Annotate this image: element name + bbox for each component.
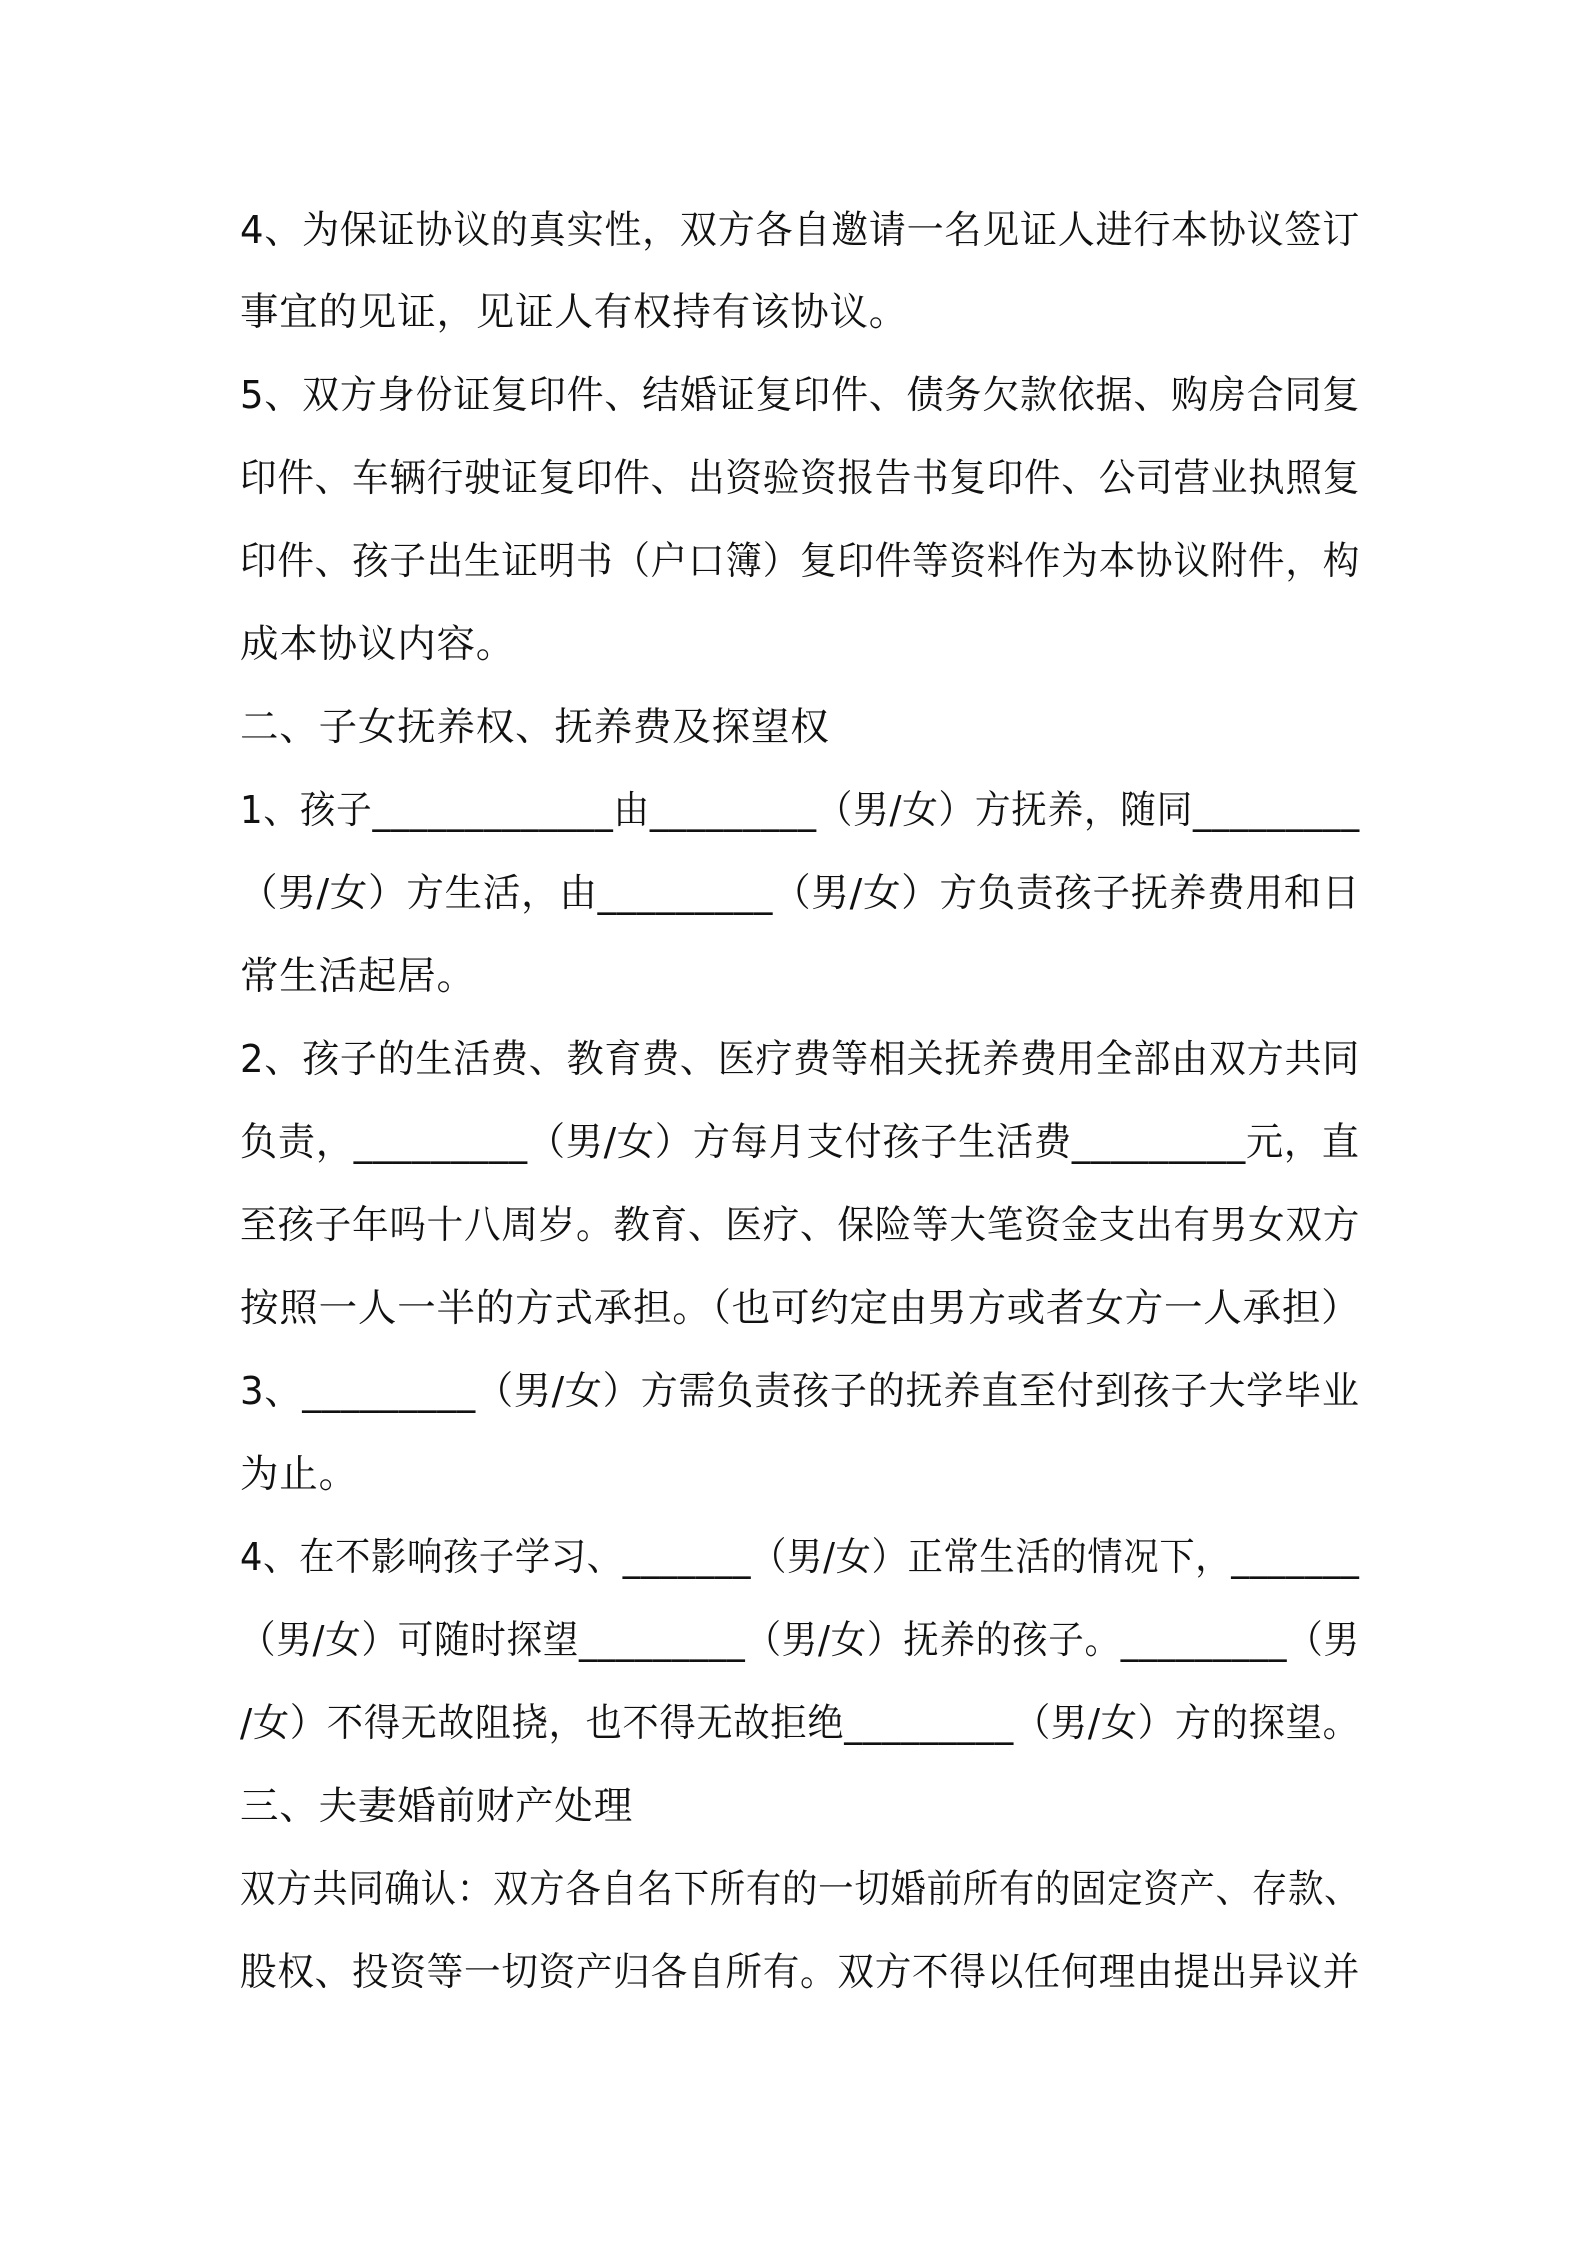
section-2-heading: 二、子女抚养权、抚养费及探望权 [240, 705, 830, 750]
clause-5-attachments-line-3: 印件、孩子出生证明书（户口簿）复印件等资料作为本协议附件，构 [240, 539, 1361, 584]
custody-clause-1-line-3: 常生活起居。 [240, 954, 476, 999]
section-3-heading: 三、夫妻婚前财产处理 [240, 1784, 634, 1829]
clause-5-attachments-line-1: 5、双方身份证复印件、结婚证复印件、债务欠款依据、购房合同复 [240, 373, 1361, 418]
custody-clause-2-line-1: 2、孩子的生活费、教育费、医疗费等相关抚养费用全部由双方共同 [240, 1037, 1361, 1082]
clause-5-attachments-line-2: 印件、车辆行驶证复印件、出资验资报告书复印件、公司营业执照复 [240, 456, 1361, 501]
clause-4-witness-line-2: 事宜的见证，见证人有权持有该协议。 [240, 290, 909, 335]
custody-clause-2-line-2: 负责，_________（男/女）方每月支付孩子生活费_________元，直 [240, 1120, 1360, 1165]
clause-5-attachments-line-4: 成本协议内容。 [240, 622, 516, 667]
custody-clause-4-line-1: 4、在不影响孩子学习、_______（男/女）正常生活的情况下，_______ [240, 1535, 1360, 1580]
premarital-property-line-1: 双方共同确认：双方各自名下所有的一切婚前所有的固定资产、存款、 [240, 1867, 1361, 1912]
custody-clause-4-line-3: /女）不得无故阻挠，也不得无故拒绝_________（男/女）方的探望。 [240, 1701, 1360, 1746]
custody-clause-2-line-3: 至孩子年吗十八周岁。教育、医疗、保险等大笔资金支出有男女双方 [240, 1203, 1361, 1248]
clause-4-witness-line-1: 4、为保证协议的真实性，双方各自邀请一名见证人进行本协议签订 [240, 208, 1361, 253]
custody-clause-3-line-1: 3、_________（男/女）方需负责孩子的抚养直至付到孩子大学毕业 [240, 1369, 1360, 1414]
custody-clause-4-line-2: （男/女）可随时探望_________（男/女）抚养的孩子。_________（男 [240, 1618, 1360, 1663]
premarital-property-line-2: 股权、投资等一切资产归各自所有。双方不得以任何理由提出异议并 [240, 1950, 1361, 1995]
custody-clause-1-line-1: 1、孩子_____________由_________（男/女）方抚养，随同_________ [240, 788, 1360, 833]
custody-clause-2-line-4: 按照一人一半的方式承担。（也可约定由男方或者女方一人承担） [240, 1286, 1361, 1331]
custody-clause-1-line-2: （男/女）方生活，由_________（男/女）方负责孩子抚养费用和日 [240, 871, 1361, 916]
custody-clause-3-line-2: 为止。 [240, 1452, 358, 1497]
